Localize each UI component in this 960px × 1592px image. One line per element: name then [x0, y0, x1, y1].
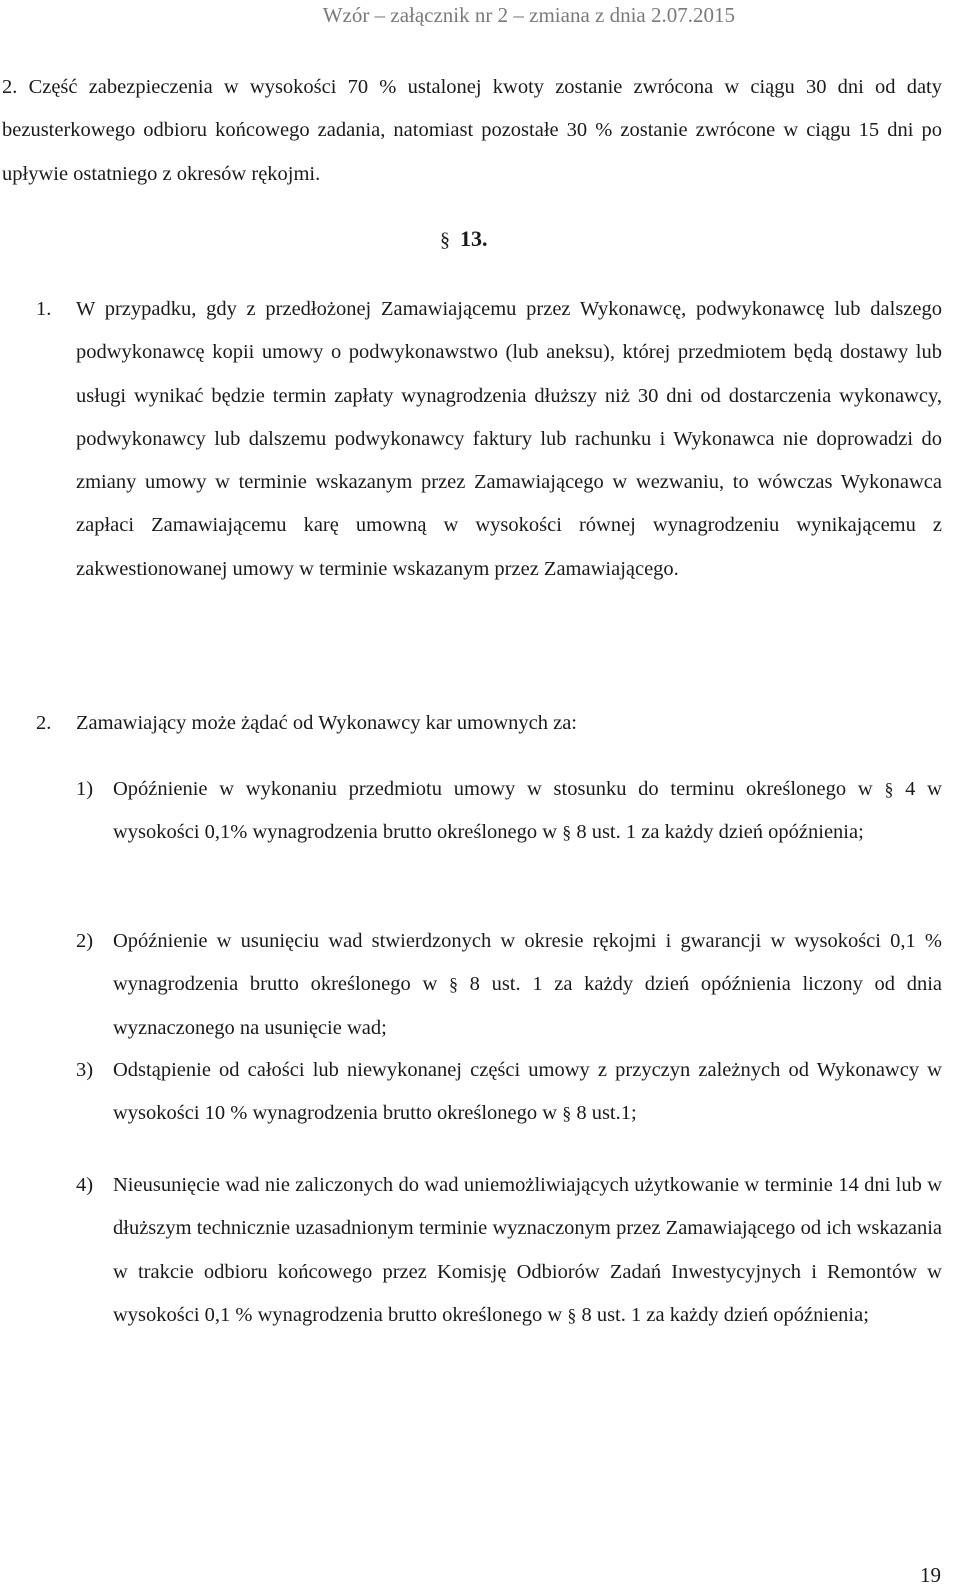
- item-3-number: 3): [76, 1059, 94, 1081]
- intro-paragraph: [2, 66, 942, 196]
- item-2-text: [113, 920, 942, 1050]
- section-sign: §: [440, 229, 450, 251]
- item-1-part1: Opóźnienie w wykonaniu przedmiotu umowy w stosunku do terminu określonego w: [113, 778, 885, 800]
- intro-paragraph-text: Część zabezpieczenia w wysokości 70 % ustalonej kwoty zostanie zwrócona w ciągu 30 dni od daty bezusterkowego odbioru końcowego zadania, natomiast pozostałe 30 % zostanie zwrócone w ciągu 15 dni po upływie ostatniego z okresów rękojmi.: [2, 76, 942, 185]
- paragraph1-text: W przypadku, gdy z przedłożonej Zamawiającemu przez Wykonawcę, podwykonawcę lub dalszego podwykonawcę kopii umowy o podwykonawstwo (lub aneksu), której przedmiotem będą dostawy lub usługi wynikać będzie termin zapłaty wynagrodzenia dłuższy niż 30 dni od dostarczenia wykonawcy, podwykonawcy lub dalszemu podwykonawcy faktury lub rachunku i Wykonawca nie doprowadzi do zmiany umowy w terminie wskazanym przez Zamawiającego w wezwaniu, to wówczas Wykonawca zapłaci Zamawiającemu karę umowną w wysokości równej wynagrodzeniu wynikającemu z zakwestionowanej umowy w terminie wskazanym przez Zamawiającego.: [76, 298, 942, 580]
- item-4-section-sign: §: [567, 1304, 577, 1325]
- item-4-part2: 8 ust. 1 za każdy dzień opóźnienia;: [576, 1303, 869, 1326]
- item-3-part2: 8 ust.1;: [571, 1102, 637, 1125]
- paragraph1-number: 1.: [36, 298, 52, 320]
- item-4-number: 4): [76, 1174, 94, 1196]
- item-1-number: 1): [76, 778, 94, 800]
- item-4-text: [113, 1164, 942, 1337]
- item-3-text: [113, 1049, 942, 1136]
- item-1-text: [113, 768, 942, 855]
- intro-paragraph-number: 2.: [2, 76, 18, 98]
- document-header: Wzór – załącznik nr 2 – zmiana z dnia 2.07.2015: [322, 3, 735, 27]
- item-1-part3: 8 ust. 1 za każdy dzień opóźnienia;: [571, 821, 864, 844]
- page-number: 19: [920, 1563, 941, 1587]
- item-2-part1: Opóźnienie w usunięciu wad stwierdzonych w okresie rękojmi i gwarancji w wysokości 0,1 % wynagrodzenia brutto określonego w: [113, 930, 942, 996]
- item-3-section-sign: §: [562, 1103, 572, 1124]
- item-4-part1: Nieusunięcie wad nie zaliczonych do wad uniemożliwiających użytkowanie w terminie 14 dni lub w dłuższym technicznie uzasadnionym terminie wyznaczonym przez Zamawiającego od ich wskazania w trakcie odbioru końcowego przez Komisję Odbiorów Zadań Inwestycyjnych i Remontów w wysokości 0,1 % wynagrodzenia brutto określonego w: [113, 1174, 942, 1326]
- item-2-section-sign: §: [448, 974, 458, 995]
- item-3-part1: Odstąpienie od całości lub niewykonanej części umowy z przyczyn zależnych od Wykonawcy w wysokości 10 % wynagrodzenia brutto określonego w: [113, 1059, 942, 1125]
- paragraph2-number: 2.: [36, 712, 52, 734]
- section-heading: [440, 226, 488, 252]
- item-1-section-sign-1: §: [884, 779, 894, 799]
- item-1-section-sign-2: §: [562, 822, 572, 843]
- item-2-part2: 8 ust. 1 za każdy dzień opóźnienia liczony od dnia wyznaczonego na usunięcie wad;: [113, 973, 942, 1039]
- item-2-number: 2): [76, 930, 94, 952]
- section-number: 13.: [460, 226, 488, 251]
- paragraph2-text: Zamawiający może żądać od Wykonawcy kar umownych za:: [76, 712, 577, 734]
- item-1-part2: 4 w wysokości 0,1% wynagrodzenia brutto określonego w: [113, 778, 942, 844]
